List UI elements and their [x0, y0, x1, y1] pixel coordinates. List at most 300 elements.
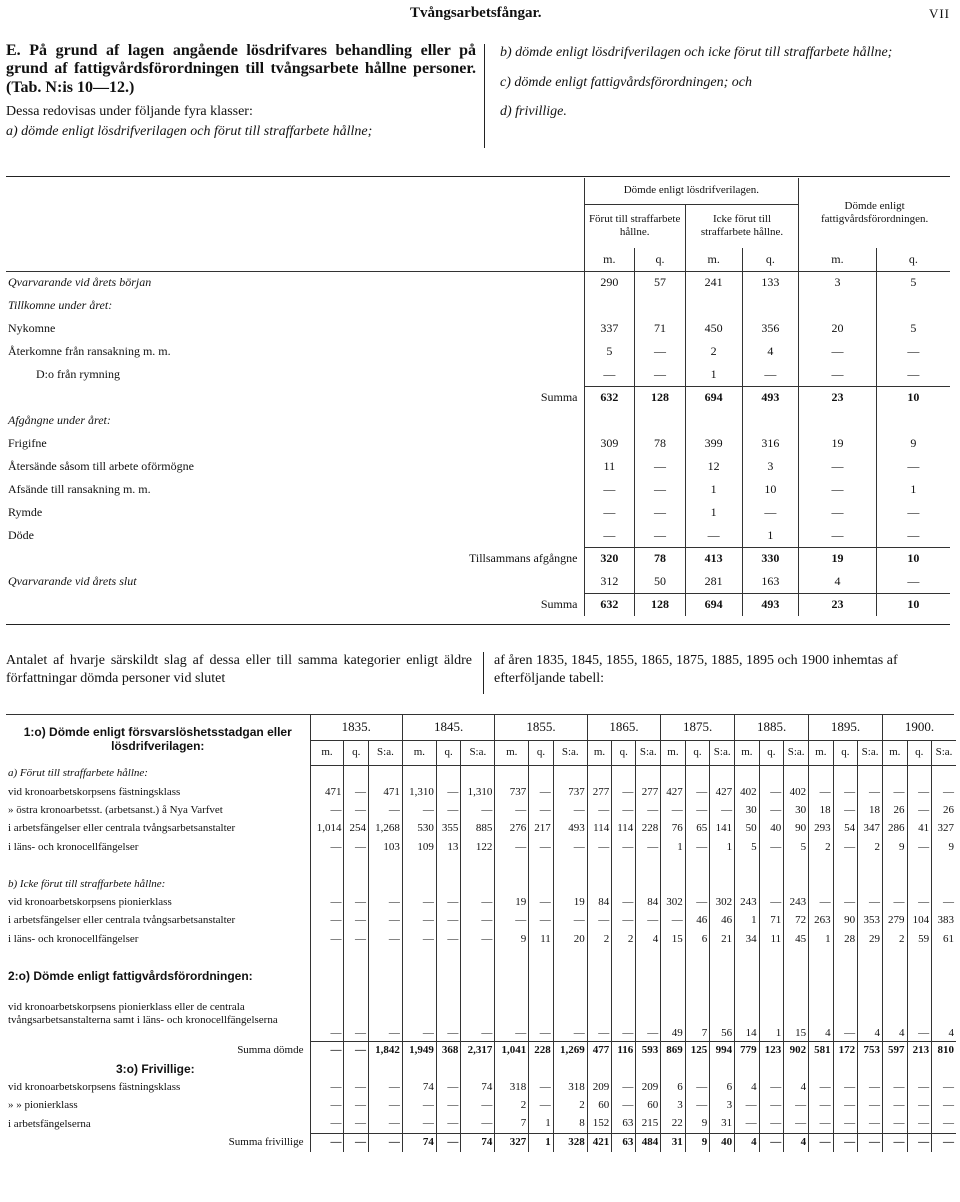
value-cell	[809, 949, 834, 967]
value-cell	[529, 857, 554, 875]
mq-sum-header: S:a.	[858, 740, 883, 765]
value-cell: —	[809, 1134, 834, 1152]
value-cell: 2	[883, 931, 908, 949]
value-cell: 383	[932, 912, 956, 930]
value-cell	[587, 967, 612, 985]
value-cell: 123	[759, 1042, 784, 1060]
table1-sub-icke-förut: Icke förut till straffarbete hållne.	[685, 204, 798, 248]
value-cell: 327	[495, 1134, 529, 1152]
value-cell: —	[368, 986, 402, 1042]
value-cell: 3	[710, 1097, 735, 1115]
row-label: » östra kronoarbetsst. (arbetsanst.) å Nya Varfvet	[8, 804, 223, 817]
row-label: Tillsammans afgångne	[468, 551, 578, 565]
value-cell: 78	[635, 547, 686, 570]
row-label: Summa	[540, 390, 578, 404]
value-cell: 737	[553, 783, 587, 801]
page-number: VII	[928, 6, 950, 21]
value-cell: 228	[636, 820, 661, 838]
value-cell: —	[759, 1078, 784, 1096]
value-cell: —	[310, 802, 344, 820]
table1-group-fattigvård: Dömde enligt fattigvårdsförordningen.	[799, 178, 950, 248]
value-cell: —	[402, 986, 436, 1042]
value-cell: 14	[735, 986, 760, 1042]
year-header: 1845.	[402, 715, 494, 740]
value-cell: —	[402, 802, 436, 820]
value-cell: 141	[710, 820, 735, 838]
value-cell: 84	[587, 894, 612, 912]
value-cell	[784, 857, 809, 875]
movement-table	[6, 178, 950, 616]
row-label: a) Förut till straffarbete hållne:	[8, 767, 148, 780]
value-cell: 26	[883, 802, 908, 820]
value-cell: —	[932, 1134, 956, 1152]
value-cell	[661, 949, 686, 967]
value-cell: 1,842	[368, 1042, 402, 1060]
value-cell: 6	[661, 1078, 686, 1096]
value-cell	[833, 967, 858, 985]
value-cell	[529, 765, 554, 783]
value-cell: 60	[587, 1097, 612, 1115]
value-cell: 737	[495, 783, 529, 801]
row-label: Afsände till ransakning m. m.	[8, 482, 151, 496]
mq-sum-header: m.	[402, 740, 436, 765]
value-cell: 277	[587, 783, 612, 801]
value-cell	[685, 409, 742, 432]
table-row	[6, 455, 950, 478]
value-cell	[636, 875, 661, 893]
value-cell: 7	[685, 986, 710, 1042]
value-cell	[883, 967, 908, 985]
value-cell: 427	[710, 783, 735, 801]
row-label: » » pionierklass	[8, 1099, 78, 1112]
value-cell: 9	[685, 1134, 710, 1152]
value-cell: 11	[584, 455, 635, 478]
value-cell: 2	[495, 1097, 529, 1115]
value-cell	[710, 967, 735, 985]
value-cell	[636, 967, 661, 985]
value-cell: —	[368, 931, 402, 949]
value-cell: 215	[636, 1115, 661, 1133]
value-cell: —	[612, 894, 636, 912]
value-cell: —	[612, 802, 636, 820]
value-cell: —	[402, 1115, 436, 1133]
table-row	[6, 363, 950, 386]
value-cell	[587, 875, 612, 893]
row-label: 2:o) Dömde enligt fattigvårdsförordningen:	[8, 968, 253, 983]
mq-sum-header: m.	[735, 740, 760, 765]
value-cell: 1,014	[310, 820, 344, 838]
value-cell: 5	[584, 340, 635, 363]
year-header: 1835.	[310, 715, 402, 740]
value-cell: —	[461, 802, 495, 820]
value-cell	[759, 857, 784, 875]
value-cell: 471	[310, 783, 344, 801]
value-cell: 694	[685, 593, 742, 616]
value-cell: 74	[402, 1134, 436, 1152]
value-cell	[742, 294, 799, 317]
value-cell: 4	[784, 1078, 809, 1096]
value-cell: 11	[529, 931, 554, 949]
value-cell: —	[310, 1134, 344, 1152]
table-row	[6, 547, 950, 570]
value-cell: —	[685, 783, 710, 801]
value-cell	[636, 765, 661, 783]
value-cell	[932, 875, 956, 893]
value-cell	[784, 765, 809, 783]
table-row	[6, 1078, 956, 1096]
value-cell: —	[784, 1097, 809, 1115]
value-cell: 2,317	[461, 1042, 495, 1060]
value-cell	[735, 857, 760, 875]
value-cell: 72	[784, 912, 809, 930]
value-cell: 40	[710, 1134, 735, 1152]
row-label: Summa frivillige	[228, 1135, 304, 1148]
value-cell: 902	[784, 1042, 809, 1060]
value-cell	[685, 857, 710, 875]
table-row	[6, 1134, 956, 1152]
intro-left	[6, 42, 476, 140]
value-cell: 2	[685, 340, 742, 363]
value-cell: 2	[587, 931, 612, 949]
value-cell	[553, 1060, 587, 1078]
value-cell: 54	[833, 820, 858, 838]
table-row	[6, 875, 956, 893]
value-cell	[759, 765, 784, 783]
value-cell: —	[461, 912, 495, 930]
table1-top-rule	[6, 176, 950, 177]
value-cell: 31	[710, 1115, 735, 1133]
value-cell: 243	[784, 894, 809, 912]
class-c: c) dömde enligt fattigvårdsförordningen; och	[500, 74, 752, 90]
value-cell: —	[799, 340, 877, 363]
value-cell: 228	[529, 1042, 554, 1060]
value-cell: —	[344, 1115, 369, 1133]
value-cell	[402, 765, 436, 783]
value-cell: —	[876, 363, 950, 386]
value-cell	[809, 765, 834, 783]
value-cell: —	[612, 783, 636, 801]
value-cell: —	[436, 802, 461, 820]
value-cell: 413	[685, 547, 742, 570]
value-cell: —	[344, 1134, 369, 1152]
value-cell: 65	[685, 820, 710, 838]
value-cell	[344, 1060, 369, 1078]
mq-sum-header: S:a.	[553, 740, 587, 765]
value-cell: 56	[710, 986, 735, 1042]
value-cell: 71	[635, 317, 686, 340]
table1-mq-header: m.	[584, 248, 635, 271]
value-cell: —	[932, 1078, 956, 1096]
value-cell: —	[529, 912, 554, 930]
value-cell	[883, 949, 908, 967]
value-cell: —	[584, 524, 635, 547]
value-cell	[495, 857, 529, 875]
value-cell: —	[344, 912, 369, 930]
value-cell	[436, 1060, 461, 1078]
value-cell: —	[368, 912, 402, 930]
value-cell	[932, 765, 956, 783]
table-row	[6, 317, 950, 340]
value-cell: —	[310, 986, 344, 1042]
value-cell: 347	[858, 820, 883, 838]
value-cell	[461, 949, 495, 967]
value-cell: 163	[742, 570, 799, 593]
value-cell: 103	[368, 839, 402, 857]
table1-stub-head	[6, 178, 584, 271]
value-cell	[612, 765, 636, 783]
value-cell	[310, 1060, 344, 1078]
value-cell: 243	[735, 894, 760, 912]
value-cell: —	[685, 894, 710, 912]
value-cell: —	[809, 783, 834, 801]
table-row	[6, 986, 956, 1042]
value-cell	[883, 875, 908, 893]
value-cell: 810	[932, 1042, 956, 1060]
value-cell: —	[809, 1115, 834, 1133]
value-cell	[858, 875, 883, 893]
year-header: 1895.	[809, 715, 883, 740]
table-row	[6, 839, 956, 857]
value-cell: —	[759, 839, 784, 857]
value-cell	[833, 875, 858, 893]
row-label: i arbetsfängelser eller centrala tvångsarbetsanstalter	[8, 914, 236, 927]
value-cell	[310, 875, 344, 893]
table-row	[6, 912, 956, 930]
value-cell	[932, 1060, 956, 1078]
value-cell: —	[587, 802, 612, 820]
value-cell: 7	[495, 1115, 529, 1133]
value-cell: —	[661, 802, 686, 820]
value-cell	[436, 949, 461, 967]
value-cell: 11	[759, 931, 784, 949]
value-cell: —	[344, 802, 369, 820]
intro-divider	[484, 44, 485, 148]
value-cell: 327	[932, 820, 956, 838]
value-cell	[584, 294, 635, 317]
value-cell: —	[461, 894, 495, 912]
value-cell: 471	[368, 783, 402, 801]
value-cell: —	[587, 986, 612, 1042]
value-cell: 4	[636, 931, 661, 949]
value-cell: —	[735, 1097, 760, 1115]
value-cell: —	[310, 1097, 344, 1115]
mq-sum-header: m.	[809, 740, 834, 765]
value-cell: —	[759, 1134, 784, 1152]
value-cell: 114	[612, 820, 636, 838]
table-row	[6, 432, 950, 455]
mq-sum-header: S:a.	[461, 740, 495, 765]
value-cell: —	[584, 363, 635, 386]
value-cell	[932, 967, 956, 985]
value-cell	[883, 1060, 908, 1078]
table-row	[6, 524, 950, 547]
value-cell	[636, 949, 661, 967]
class-b: b) dömde enligt lösdrifverilagen och icke förut till straffarbete hållne;	[500, 45, 893, 60]
value-cell: —	[495, 802, 529, 820]
value-cell: —	[685, 1078, 710, 1096]
value-cell	[876, 409, 950, 432]
value-cell	[907, 857, 932, 875]
table-row	[6, 501, 950, 524]
value-cell	[858, 765, 883, 783]
row-label: Nykomne	[8, 321, 56, 335]
value-cell: 71	[759, 912, 784, 930]
value-cell: 31	[661, 1134, 686, 1152]
value-cell: 316	[742, 432, 799, 455]
value-cell: 13	[436, 839, 461, 857]
table1-mq-header: q.	[742, 248, 799, 271]
row-label: Döde	[8, 528, 34, 542]
value-cell: —	[809, 1078, 834, 1096]
value-cell: —	[759, 1097, 784, 1115]
value-cell	[612, 1060, 636, 1078]
value-cell	[833, 949, 858, 967]
mq-sum-header: m.	[587, 740, 612, 765]
value-cell: —	[612, 912, 636, 930]
mq-sum-header: q.	[436, 740, 461, 765]
value-cell: 122	[461, 839, 495, 857]
value-cell: —	[612, 839, 636, 857]
value-cell	[584, 409, 635, 432]
mq-sum-header: q.	[759, 740, 784, 765]
value-cell: —	[883, 1097, 908, 1115]
value-cell: —	[344, 839, 369, 857]
table1-mq-header: q.	[876, 248, 950, 271]
row-label: 3:o) Frivillige:	[116, 1061, 195, 1076]
value-cell: 5	[876, 317, 950, 340]
value-cell: —	[876, 570, 950, 593]
table-row	[6, 593, 950, 616]
value-cell	[661, 1060, 686, 1078]
value-cell: —	[344, 783, 369, 801]
value-cell: —	[784, 1115, 809, 1133]
row-label	[6, 857, 310, 875]
page-header	[0, 4, 960, 26]
value-cell: 1	[661, 839, 686, 857]
value-cell	[735, 875, 760, 893]
value-cell: 28	[833, 931, 858, 949]
value-cell	[636, 1060, 661, 1078]
value-cell: 4	[799, 570, 877, 593]
value-cell: —	[883, 783, 908, 801]
value-cell: 328	[553, 1134, 587, 1152]
value-cell: —	[461, 1097, 495, 1115]
value-cell: —	[402, 894, 436, 912]
value-cell: 5	[784, 839, 809, 857]
value-cell	[368, 857, 402, 875]
value-cell: 23	[799, 386, 877, 409]
value-cell: 1	[742, 524, 799, 547]
value-cell	[612, 949, 636, 967]
value-cell	[495, 765, 529, 783]
value-cell: 484	[636, 1134, 661, 1152]
value-cell: —	[344, 1097, 369, 1115]
value-cell: 1,310	[402, 783, 436, 801]
value-cell: 1,268	[368, 820, 402, 838]
value-cell	[883, 857, 908, 875]
value-cell	[907, 967, 932, 985]
value-cell	[310, 949, 344, 967]
value-cell: —	[529, 1078, 554, 1096]
value-cell: —	[907, 839, 932, 857]
value-cell: 90	[833, 912, 858, 930]
value-cell: 4	[742, 340, 799, 363]
value-cell	[661, 765, 686, 783]
value-cell: 172	[833, 1042, 858, 1060]
value-cell: 128	[635, 593, 686, 616]
value-cell: —	[833, 986, 858, 1042]
row-label: i arbetsfängelserna	[8, 1117, 91, 1130]
value-cell: —	[876, 455, 950, 478]
value-cell	[495, 875, 529, 893]
table-row	[6, 967, 956, 985]
value-cell: —	[436, 1134, 461, 1152]
value-cell	[587, 765, 612, 783]
value-cell: 20	[799, 317, 877, 340]
row-label: Qvarvarande vid årets slut	[8, 574, 137, 588]
value-cell: —	[436, 986, 461, 1042]
value-cell: 4	[735, 1078, 760, 1096]
value-cell: —	[858, 783, 883, 801]
value-cell: —	[612, 986, 636, 1042]
value-cell: 26	[932, 802, 956, 820]
table-row	[6, 820, 956, 838]
value-cell	[685, 949, 710, 967]
value-cell	[461, 967, 495, 985]
value-cell: —	[436, 1097, 461, 1115]
value-cell: —	[799, 478, 877, 501]
value-cell: 5	[876, 271, 950, 294]
value-cell: 49	[661, 986, 686, 1042]
value-cell	[402, 857, 436, 875]
value-cell: —	[932, 1097, 956, 1115]
table1-sub-förut: Förut till straffarbete hållne.	[584, 204, 685, 248]
value-cell: 9	[495, 931, 529, 949]
value-cell: 5	[735, 839, 760, 857]
value-cell	[685, 1060, 710, 1078]
value-cell	[858, 967, 883, 985]
table1-mq-header: m.	[685, 248, 742, 271]
value-cell: 337	[584, 317, 635, 340]
value-cell: 312	[584, 570, 635, 593]
value-cell: —	[883, 1134, 908, 1152]
table-row	[6, 1097, 956, 1115]
value-cell: 4	[883, 986, 908, 1042]
value-cell: —	[436, 783, 461, 801]
value-cell: —	[907, 894, 932, 912]
value-cell	[710, 857, 735, 875]
value-cell: 12	[685, 455, 742, 478]
value-cell	[907, 765, 932, 783]
value-cell: 45	[784, 931, 809, 949]
value-cell: —	[932, 894, 956, 912]
value-cell	[858, 949, 883, 967]
value-cell: —	[799, 455, 877, 478]
value-cell: 353	[858, 912, 883, 930]
value-cell: 286	[883, 820, 908, 838]
value-cell	[710, 875, 735, 893]
value-cell: 2	[858, 839, 883, 857]
row-label: i arbetsfängelser eller centrala tvångsarbetsanstalter	[8, 822, 236, 835]
value-cell: 78	[635, 432, 686, 455]
value-cell: —	[883, 1078, 908, 1096]
value-cell: —	[636, 986, 661, 1042]
value-cell	[932, 949, 956, 967]
value-cell: —	[636, 912, 661, 930]
value-cell: —	[833, 894, 858, 912]
value-cell: 46	[710, 912, 735, 930]
value-cell: 1	[529, 1115, 554, 1133]
